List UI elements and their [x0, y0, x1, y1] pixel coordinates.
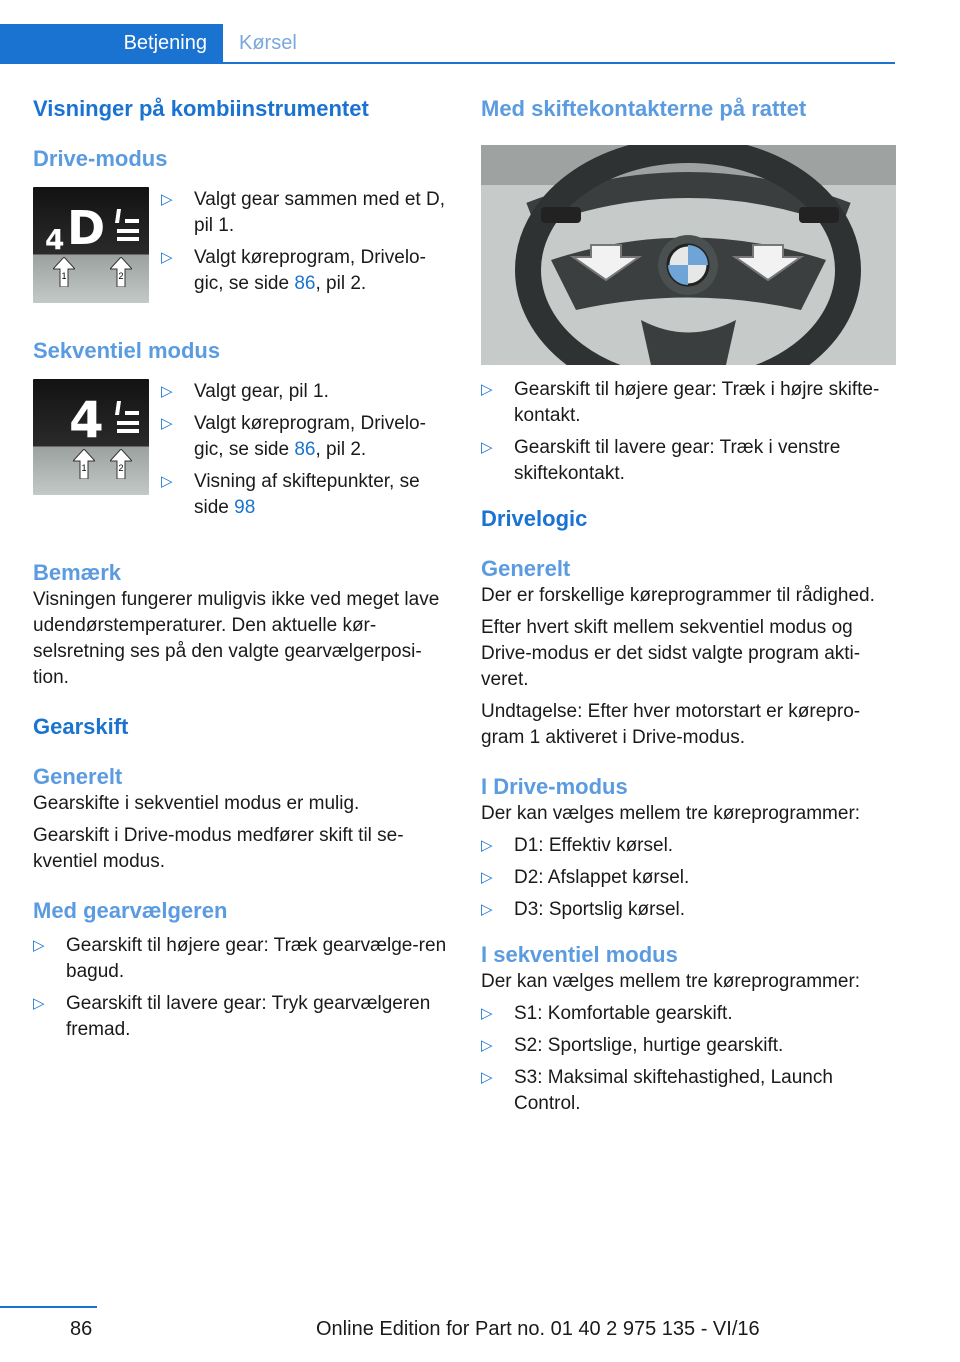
bullet-icon: ▷ [481, 901, 493, 918]
section-title-display: Visninger på kombiinstrumentet [33, 96, 369, 121]
display-gear-number: 4 [69, 391, 104, 449]
display-d-letter: D [67, 201, 106, 255]
list-item: ▷ D3: Sportslig kørsel. [481, 897, 896, 923]
arrow-1-icon [53, 257, 75, 287]
arrow-2-icon [110, 257, 132, 287]
list-item: ▷ Gearskift til højere gear: Træk i højre skifte‐kontakt. [481, 379, 880, 426]
general-heading: Generelt [481, 556, 571, 581]
page-link-98[interactable]: 98 [234, 497, 256, 518]
drive-mode-block [33, 187, 448, 303]
list-item: ▷ S1: Komfortable gearskift. [481, 1001, 896, 1027]
bullet-icon: ▷ [33, 995, 45, 1012]
general-heading: Generelt [33, 764, 123, 789]
drive-mode-programs-heading: I Drive-modus [481, 774, 628, 799]
bullet-icon: ▷ [481, 837, 493, 854]
drive-mode-heading: Drive-modus [33, 146, 168, 171]
selector-list [33, 933, 448, 1043]
bullet-icon: ▷ [161, 191, 173, 208]
bullet-icon: ▷ [481, 1069, 493, 1086]
right-column [481, 95, 896, 1123]
drive-program-icon [113, 399, 141, 435]
footer-rule [0, 1306, 97, 1308]
chapter-tabbar [0, 24, 895, 64]
drivelogic-p2: Efter hvert skift mellem sekventiel modus og Drive-modus er det sidst valgte program akti‐veret. [481, 617, 861, 690]
page-link-86[interactable]: 86 [294, 273, 316, 294]
seq-mode-display-image [33, 379, 149, 495]
left-column [33, 95, 448, 1049]
steering-wheel-image [481, 145, 896, 365]
list-item: ▷ D1: Effektiv kørsel. [481, 833, 896, 859]
list-item: ▷ S3: Maksimal skiftehastighed, Launch Control. [481, 1067, 833, 1114]
drivelogic-heading: Drivelogic [481, 506, 588, 531]
list-item: ▷ S2: Sportslige, hurtige gearskift. [481, 1033, 896, 1059]
bullet-icon: ▷ [481, 381, 493, 398]
seq-mode-programs-heading: I sekventiel modus [481, 942, 678, 967]
note-text: Visningen fungerer muligvis ikke ved meget lave udendørstemperaturer. Den aktuelle kør‐selsretning ses på den valgte gearvælgerposi‐tion. [33, 589, 440, 688]
steering-wheel-illustration [481, 145, 896, 365]
gearshift-heading: Gearskift [33, 714, 129, 739]
page-link-86[interactable]: 86 [294, 439, 316, 460]
gearshift-p1: Gearskifte i sekventiel modus er mulig. [33, 793, 360, 814]
display-gear-number: 4 [45, 223, 65, 256]
bullet-icon: ▷ [481, 1005, 493, 1022]
seq-mode-list [161, 379, 448, 527]
drive-programs-list [481, 833, 896, 923]
page-number: 86 [70, 1318, 93, 1340]
bullet-icon: ▷ [161, 415, 173, 432]
seq-mode-heading: Sekventiel modus [33, 338, 221, 363]
arrow-2-icon [110, 449, 132, 479]
seq-programs-list [481, 1001, 896, 1117]
svg-text:2: 2 [118, 463, 124, 473]
gearshift-p2: Gearskift i Drive-modus medfører skift til se‐kventiel modus. [33, 825, 404, 872]
drive-mode-display-image [33, 187, 149, 303]
bullet-icon: ▷ [161, 383, 173, 400]
list-item: ▷ D2: Afslappet kørsel. [481, 865, 896, 891]
edition-text: Online Edition for Part no. 01 40 2 975 135 - VI/16 [316, 1318, 760, 1340]
tab-korsel[interactable]: Kørsel [239, 32, 297, 54]
seq-mode-block [33, 379, 448, 527]
list-item: ▷ Visning af skiftepunkter, se side 98 [161, 471, 420, 518]
list-item: ▷ Valgt køreprogram, Drivelo‐gic, se side 86, pil 2. [161, 247, 426, 294]
bullet-icon: ▷ [161, 249, 173, 266]
svg-text:1: 1 [81, 463, 87, 473]
list-item: ▷ Valgt gear sammen med et D, pil 1. [161, 189, 445, 236]
note-heading: Bemærk [33, 560, 122, 585]
list-item: ▷ Valgt gear, pil 1. [161, 379, 448, 405]
list-item: ▷ Valgt køreprogram, Drivelo‐gic, se side 86, pil 2. [161, 413, 426, 460]
seq-programs-intro: Der kan vælges mellem tre køreprogrammer: [481, 971, 861, 992]
svg-text:1: 1 [61, 271, 67, 281]
list-item: ▷ Gearskift til lavere gear: Tryk gearvælgeren fremad. [33, 993, 431, 1040]
drive-programs-intro: Der kan vælges mellem tre køreprogrammer: [481, 803, 861, 824]
bullet-icon: ▷ [33, 937, 45, 954]
drivelogic-p3: Undtagelse: Efter hver motorstart er kørepro‐gram 1 aktiveret i Drive-modus. [481, 701, 861, 748]
arrow-1-icon [73, 449, 95, 479]
bullet-icon: ▷ [481, 869, 493, 886]
list-item: ▷ Gearskift til lavere gear: Træk i venstre skiftekontakt. [481, 437, 841, 484]
drive-program-icon [113, 207, 141, 243]
bullet-icon: ▷ [161, 473, 173, 490]
paddle-list [481, 377, 896, 487]
list-item: ▷ Gearskift til højere gear: Træk gearvælge‐ren bagud. [33, 935, 447, 982]
selector-heading: Med gearvælgeren [33, 898, 228, 923]
tab-betjening[interactable]: Betjening [0, 24, 223, 62]
svg-text:2: 2 [118, 271, 124, 281]
drivelogic-p1: Der er forskellige køreprogrammer til rådighed. [481, 585, 875, 606]
drive-mode-list [161, 187, 448, 303]
bullet-icon: ▷ [481, 439, 493, 456]
bullet-icon: ▷ [481, 1037, 493, 1054]
section-title-paddles: Med skiftekontakterne på rattet [481, 96, 807, 121]
